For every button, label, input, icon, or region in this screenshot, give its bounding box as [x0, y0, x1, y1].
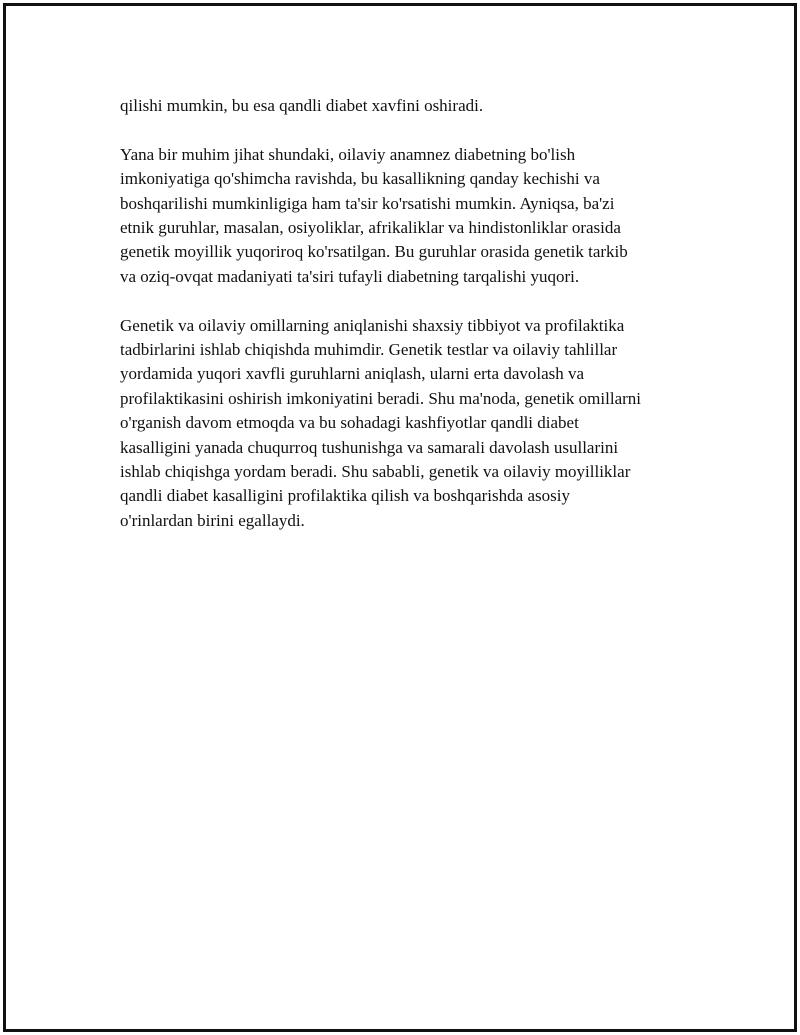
- text-line: genetik moyillik yuqoriroq ko'rsatilgan. Bu guruhlar orasida genetik tarkib: [120, 242, 628, 262]
- document-page: [3, 3, 797, 1032]
- text-line: o'rganish davom etmoqda va bu sohadagi kashfiyotlar qandli diabet: [120, 413, 579, 433]
- text-line: qilishi mumkin, bu esa qandli diabet xavfini oshiradi.: [120, 96, 484, 115]
- text-line: Genetik va oilaviy omillarning aniqlanishi shaxsiy tibbiyot va profilaktika: [120, 315, 625, 335]
- paragraph-2: [120, 143, 700, 289]
- text-line: boshqarilishi mumkinligiga ham ta'sir ko'rsatishi mumkin. Ayniqsa, ba'zi: [120, 193, 615, 213]
- text-line: Yana bir muhim jihat shundaki, oilaviy anamnez diabetning bo'lish: [120, 144, 576, 164]
- text-line: etnik guruhlar, masalan, osiyoliklar, afrikaliklar va hindistonliklar orasida: [120, 218, 621, 238]
- paragraph-1: [120, 94, 700, 118]
- text-line: o'rinlardan birini egallaydi.: [120, 510, 305, 530]
- text-line: va oziq-ovqat madaniyati ta'siri tufayli diabetning tarqalishi yuqori.: [120, 266, 580, 286]
- text-line: tadbirlarini ishlab chiqishda muhimdir. Genetik testlar va oilaviy tahlillar: [120, 340, 618, 360]
- text-line: kasalligini yanada chuqurroq tushunishga va samarali davolash usullarini: [120, 437, 619, 457]
- text-line: profilaktikasini oshirish imkoniyatini beradi. Shu ma'noda, genetik omillarni: [120, 388, 642, 408]
- text-line: ishlab chiqishga yordam beradi. Shu sababli, genetik va oilaviy moyilliklar: [120, 462, 631, 482]
- text-line: yordamida yuqori xavfli guruhlarni aniqlash, ularni erta davolash va: [120, 364, 585, 384]
- paragraph-3: [120, 314, 700, 534]
- document-body: [120, 94, 700, 558]
- text-line: imkoniyatiga qo'shimcha ravishda, bu kasallikning qanday kechishi va: [120, 169, 600, 189]
- text-line: qandli diabet kasalligini profilaktika qilish va boshqarishda asosiy: [120, 486, 570, 506]
